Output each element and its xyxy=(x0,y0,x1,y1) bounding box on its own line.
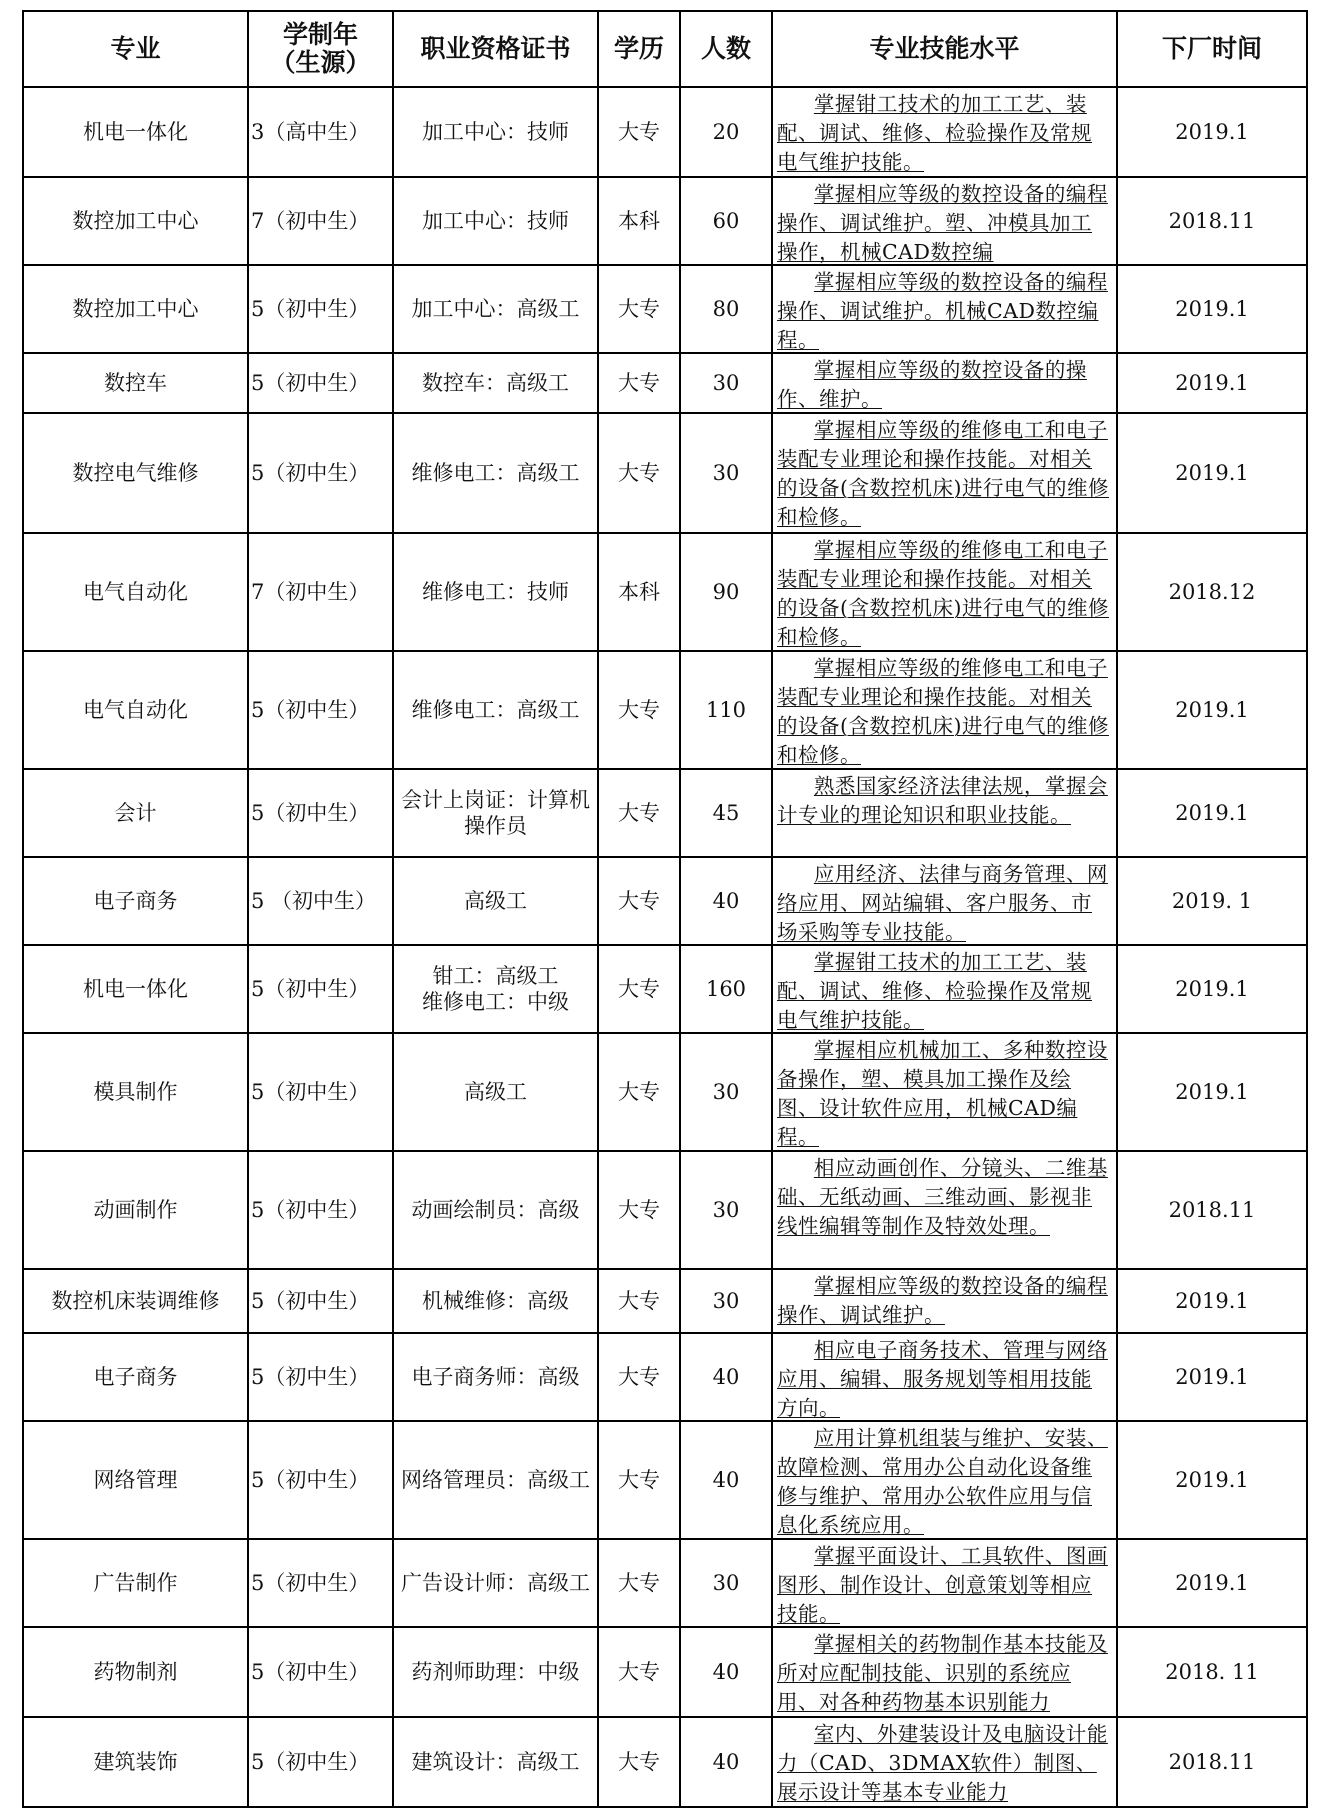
cell-skills xyxy=(772,1269,1117,1333)
skill-description: 相应电子商务技术、管理与网络应用、编辑、服务规划等相用技能方向。 xyxy=(777,1338,1108,1420)
cell-major: 电子商务 xyxy=(23,1333,248,1421)
header-years xyxy=(248,11,393,87)
skill-description: 掌握相应等级的数控设备的编程操作、调试维护。机械CAD数控编程。 xyxy=(777,270,1108,352)
table-row xyxy=(23,1539,1307,1627)
cell-certificate xyxy=(393,1269,598,1333)
certificate-line-1: 维修电工：技师 xyxy=(422,580,569,604)
cell-certificate xyxy=(393,1421,598,1539)
cell-date: 2019.1 xyxy=(1117,945,1307,1033)
table-row xyxy=(23,1717,1307,1807)
cell-certificate xyxy=(393,1333,598,1421)
table-row xyxy=(23,353,1307,413)
cell-years: 5（初中生） xyxy=(248,1033,393,1151)
skill-description: 室内、外建装设计及电脑设计能力（CAD、3DMAX软件）制图、展示设计等基本专业能力 xyxy=(777,1722,1108,1804)
cell-count: 40 xyxy=(680,1333,772,1421)
cell-date: 2018.11 xyxy=(1117,1151,1307,1269)
cell-education: 大专 xyxy=(598,1717,680,1807)
cell-education: 大专 xyxy=(598,1421,680,1539)
cell-certificate xyxy=(393,1717,598,1807)
cell-education: 大专 xyxy=(598,857,680,945)
cell-date: 2019.1 xyxy=(1117,651,1307,769)
cell-certificate xyxy=(393,87,598,177)
cell-education: 大专 xyxy=(598,265,680,353)
cell-education: 大专 xyxy=(598,1539,680,1627)
table-row xyxy=(23,1333,1307,1421)
header-education: 学历 xyxy=(598,11,680,87)
cell-skills xyxy=(772,1033,1117,1151)
cell-education: 大专 xyxy=(598,87,680,177)
cell-count: 30 xyxy=(680,1151,772,1269)
cell-date: 2019.1 xyxy=(1117,1539,1307,1627)
skill-description: 相应动画创作、分镜头、二维基础、无纸动画、三维动画、影视非线性编辑等制作及特效处理。 xyxy=(777,1156,1108,1238)
cell-education: 大专 xyxy=(598,1033,680,1151)
cell-years: 5（初中生） xyxy=(248,1151,393,1269)
cell-education: 本科 xyxy=(598,533,680,651)
certificate-line-1: 建筑设计：高级工 xyxy=(411,1750,580,1774)
cell-date: 2018.12 xyxy=(1117,533,1307,651)
cell-major: 动画制作 xyxy=(23,1151,248,1269)
cell-count: 40 xyxy=(680,1627,772,1717)
cell-years: 5（初中生） xyxy=(248,1421,393,1539)
cell-skills xyxy=(772,1421,1117,1539)
table-row xyxy=(23,945,1307,1033)
cell-skills xyxy=(772,1539,1117,1627)
cell-skills xyxy=(772,1717,1117,1807)
certificate-line-2: 维修电工：中级 xyxy=(422,990,569,1014)
cell-skills xyxy=(772,533,1117,651)
cell-education: 大专 xyxy=(598,769,680,857)
certificate-line-1: 加工中心：技师 xyxy=(422,120,569,144)
header-years-line2: （生源） xyxy=(270,48,371,77)
table-row xyxy=(23,177,1307,265)
cell-education: 大专 xyxy=(598,413,680,533)
cell-count: 40 xyxy=(680,857,772,945)
certificate-line-1: 动画绘制员：高级 xyxy=(411,1198,580,1222)
cell-major: 广告制作 xyxy=(23,1539,248,1627)
cell-skills xyxy=(772,87,1117,177)
cell-major: 机电一体化 xyxy=(23,945,248,1033)
cell-years: 5（初中生） xyxy=(248,1269,393,1333)
skill-description: 掌握相应等级的维修电工和电子装配专业理论和操作技能。对相关的设备(含数控机床)进行电气的维修和检修。 xyxy=(777,656,1109,767)
certificate-line-1: 加工中心：技师 xyxy=(422,209,569,233)
cell-count: 30 xyxy=(680,1539,772,1627)
cell-skills xyxy=(772,353,1117,413)
cell-date: 2018.11 xyxy=(1117,1717,1307,1807)
table-row xyxy=(23,769,1307,857)
cell-count: 40 xyxy=(680,1421,772,1539)
skill-description: 掌握相应等级的维修电工和电子装配专业理论和操作技能。对相关的设备(含数控机床)进行电气的维修和检修。 xyxy=(777,538,1109,649)
header-years-line1: 学制年 xyxy=(282,20,358,49)
cell-count: 40 xyxy=(680,1717,772,1807)
skill-description: 掌握钳工技术的加工工艺、装配、调试、维修、检验操作及常规电气维护技能。 xyxy=(777,950,1092,1032)
table-row xyxy=(23,1269,1307,1333)
skill-description: 熟悉国家经济法律法规，掌握会计专业的理论知识和职业技能。 xyxy=(777,774,1108,827)
table-row xyxy=(23,1151,1307,1269)
cell-skills xyxy=(772,651,1117,769)
cell-major: 电子商务 xyxy=(23,857,248,945)
cell-years: 5（初中生） xyxy=(248,1627,393,1717)
cell-date: 2019.1 xyxy=(1117,413,1307,533)
cell-years: 5（初中生） xyxy=(248,1539,393,1627)
cell-years: 5（初中生） xyxy=(248,1717,393,1807)
cell-certificate xyxy=(393,533,598,651)
cell-years: 5（初中生） xyxy=(248,1333,393,1421)
cell-certificate xyxy=(393,265,598,353)
cell-years: 5（初中生） xyxy=(248,769,393,857)
cell-years: 5（初中生） xyxy=(248,413,393,533)
cell-major: 建筑装饰 xyxy=(23,1717,248,1807)
cell-date: 2019.1 xyxy=(1117,769,1307,857)
header-certificate: 职业资格证书 xyxy=(393,11,598,87)
cell-count: 60 xyxy=(680,177,772,265)
cell-skills xyxy=(772,1333,1117,1421)
cell-certificate xyxy=(393,1151,598,1269)
skill-description: 掌握相应等级的数控设备的编程操作、调试维护。 xyxy=(777,1274,1108,1327)
cell-education: 大专 xyxy=(598,945,680,1033)
cell-years: 5（初中生） xyxy=(248,651,393,769)
certificate-line-1: 维修电工：高级工 xyxy=(411,461,580,485)
cell-skills xyxy=(772,265,1117,353)
cell-years: 7（初中生） xyxy=(248,533,393,651)
cell-education: 大专 xyxy=(598,1151,680,1269)
cell-major: 电气自动化 xyxy=(23,651,248,769)
certificate-line-1: 高级工 xyxy=(464,889,527,913)
header-date: 下厂时间 xyxy=(1117,11,1307,87)
header-skills: 专业技能水平 xyxy=(772,11,1117,87)
skill-description: 掌握相关的药物制作基本技能及所对应配制技能、识别的系统应用、对各种药物基本识别能力 xyxy=(777,1632,1108,1714)
cell-skills xyxy=(772,1627,1117,1717)
cell-certificate xyxy=(393,413,598,533)
cell-major: 机电一体化 xyxy=(23,87,248,177)
certificate-line-1: 机械维修：高级 xyxy=(422,1289,569,1313)
cell-years: 3（高中生） xyxy=(248,87,393,177)
certificate-line-1: 数控车：高级工 xyxy=(422,371,569,395)
skill-description: 应用计算机组装与维护、安装、故障检测、常用办公自动化设备维修与维护、常用办公软件应用与信息化系统应用。 xyxy=(777,1426,1108,1537)
cell-skills xyxy=(772,769,1117,857)
cell-skills xyxy=(772,1151,1117,1269)
certificate-line-1: 广告设计师：高级工 xyxy=(401,1571,590,1595)
cell-years: 5 （初中生） xyxy=(248,857,393,945)
cell-major: 数控车 xyxy=(23,353,248,413)
certificate-line-1: 电子商务师：高级 xyxy=(411,1365,580,1389)
certificate-line-1: 药剂师助理：中级 xyxy=(411,1660,580,1684)
cell-years: 5（初中生） xyxy=(248,353,393,413)
cell-major: 网络管理 xyxy=(23,1421,248,1539)
cell-date: 2019.1 xyxy=(1117,1033,1307,1151)
table-row xyxy=(23,533,1307,651)
cell-major: 会计 xyxy=(23,769,248,857)
table-row xyxy=(23,1627,1307,1717)
cell-certificate xyxy=(393,857,598,945)
cell-major: 数控机床装调维修 xyxy=(23,1269,248,1333)
cell-count: 110 xyxy=(680,651,772,769)
header-row xyxy=(23,11,1307,87)
cell-count: 80 xyxy=(680,265,772,353)
document-sheet xyxy=(22,10,1306,1808)
certificate-line-1: 钳工：高级工 xyxy=(432,964,559,988)
certificate-line-1: 维修电工：高级工 xyxy=(411,698,580,722)
cell-date: 2019.1 xyxy=(1117,1269,1307,1333)
table-row xyxy=(23,857,1307,945)
table-body xyxy=(23,87,1307,1807)
cell-date: 2018. 11 xyxy=(1117,1627,1307,1717)
table-row xyxy=(23,651,1307,769)
cell-education: 大专 xyxy=(598,1627,680,1717)
cell-date: 2019.1 xyxy=(1117,87,1307,177)
cell-count: 160 xyxy=(680,945,772,1033)
skill-description: 应用经济、法律与商务管理、网络应用、网站编辑、客户服务、市场采购等专业技能。 xyxy=(777,862,1108,944)
cell-date: 2019. 1 xyxy=(1117,857,1307,945)
cell-date: 2019.1 xyxy=(1117,1333,1307,1421)
cell-skills xyxy=(772,177,1117,265)
cell-count: 45 xyxy=(680,769,772,857)
cell-major: 数控加工中心 xyxy=(23,265,248,353)
certificate-line-1: 加工中心：高级工 xyxy=(411,297,580,321)
cell-major: 药物制剂 xyxy=(23,1627,248,1717)
skill-description: 掌握钳工技术的加工工艺、装配、调试、维修、检验操作及常规电气维护技能。 xyxy=(777,92,1092,174)
skill-description: 掌握相应等级的维修电工和电子装配专业理论和操作技能。对相关的设备(含数控机床)进行电气的维修和检修。 xyxy=(777,418,1109,529)
certificate-line-1: 会计上岗证：计算机 xyxy=(401,788,590,812)
cell-certificate xyxy=(393,945,598,1033)
table-row xyxy=(23,1033,1307,1151)
cell-years: 5（初中生） xyxy=(248,265,393,353)
cell-major: 模具制作 xyxy=(23,1033,248,1151)
cell-years: 5（初中生） xyxy=(248,945,393,1033)
cell-certificate xyxy=(393,1627,598,1717)
cell-education: 大专 xyxy=(598,353,680,413)
cell-count: 30 xyxy=(680,413,772,533)
skill-description: 掌握相应机械加工、多种数控设备操作，塑、模具加工操作及绘图、设计软件应用，机械CAD编程。 xyxy=(777,1038,1108,1149)
header-major: 专业 xyxy=(23,11,248,87)
table-row xyxy=(23,265,1307,353)
skill-description: 掌握相应等级的数控设备的编程操作、调试维护。塑、冲模具加工操作，机械CAD数控编 xyxy=(777,182,1108,264)
cell-major: 数控电气维修 xyxy=(23,413,248,533)
table-row xyxy=(23,413,1307,533)
cell-certificate xyxy=(393,769,598,857)
certificate-line-1: 网络管理员：高级工 xyxy=(401,1468,590,1492)
cell-date: 2019.1 xyxy=(1117,1421,1307,1539)
cell-skills xyxy=(772,857,1117,945)
table-row xyxy=(23,1421,1307,1539)
cell-major: 数控加工中心 xyxy=(23,177,248,265)
cell-certificate xyxy=(393,1539,598,1627)
cell-education: 大专 xyxy=(598,651,680,769)
cell-certificate xyxy=(393,353,598,413)
cell-certificate xyxy=(393,177,598,265)
cell-count: 20 xyxy=(680,87,772,177)
cell-major: 电气自动化 xyxy=(23,533,248,651)
cell-date: 2018.11 xyxy=(1117,177,1307,265)
cell-date: 2019.1 xyxy=(1117,265,1307,353)
cell-years: 7（初中生） xyxy=(248,177,393,265)
cell-education: 大专 xyxy=(598,1333,680,1421)
cell-count: 90 xyxy=(680,533,772,651)
skill-description: 掌握相应等级的数控设备的操作、维护。 xyxy=(777,358,1087,411)
majors-table xyxy=(22,10,1308,1808)
cell-count: 30 xyxy=(680,1033,772,1151)
cell-skills xyxy=(772,945,1117,1033)
cell-count: 30 xyxy=(680,1269,772,1333)
cell-certificate xyxy=(393,1033,598,1151)
certificate-line-2: 操作员 xyxy=(464,814,527,838)
cell-certificate xyxy=(393,651,598,769)
cell-education: 大专 xyxy=(598,1269,680,1333)
cell-count: 30 xyxy=(680,353,772,413)
cell-date: 2019.1 xyxy=(1117,353,1307,413)
skill-description: 掌握平面设计、工具软件、图画图形、制作设计、创意策划等相应技能。 xyxy=(777,1544,1108,1626)
cell-skills xyxy=(772,413,1117,533)
certificate-line-1: 高级工 xyxy=(464,1080,527,1104)
cell-education: 本科 xyxy=(598,177,680,265)
header-count: 人数 xyxy=(680,11,772,87)
table-row xyxy=(23,87,1307,177)
